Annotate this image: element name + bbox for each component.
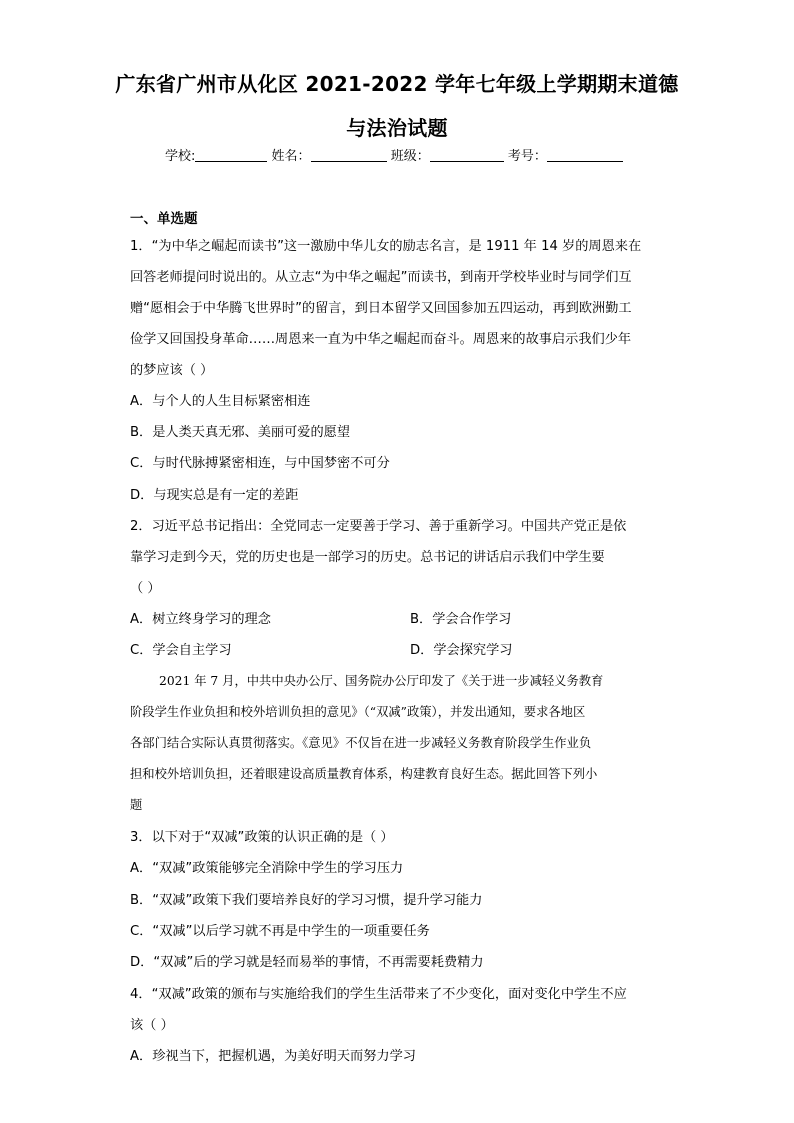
q3-option-b[interactable]: B．“双减”政策下我们要培养良好的学习习惯，提升学习能力	[130, 893, 483, 908]
q1-line-2: 回答老师提问时说出的。从立志“为中华之崛起”而读书，到南开学校毕业时与同学们互	[130, 270, 632, 285]
q1-line-5: 的梦应该（ ）	[130, 363, 214, 378]
material-line-3: 各部门结合实际认真贯彻落实。《意见》不仅旨在进一步减轻义务教育阶段学生作业负	[130, 736, 592, 750]
q3-option-a[interactable]: A．“双减”政策能够完全消除中学生的学习压力	[130, 861, 404, 876]
q2-option-d[interactable]: D．学会探究学习	[410, 643, 513, 658]
q1-line-4: 俭学又回国投身革命……周恩来一直为中华之崛起而奋斗。周恩来的故事启示我们少年	[130, 332, 632, 347]
q4-line-1: 4．“双减”政策的颁布与实施给我们的学生生活带来了不少变化，面对变化中学生不应	[130, 987, 627, 1002]
material-line-2: 阶段学生作业负担和校外培训负担的意见》（“双减”政策），并发出通知，要求各地区	[130, 705, 586, 719]
name-field[interactable]	[311, 147, 387, 162]
q2-line-2: 靠学习走到今天，党的历史也是一部学习的历史。总书记的讲话启示我们中学生要	[130, 550, 605, 565]
q3-option-c[interactable]: C．“双减”以后学习就不再是中学生的一项重要任务	[130, 924, 430, 939]
q4-option-a[interactable]: A．珍视当下，把握机遇，为美好明天而努力学习	[130, 1049, 416, 1064]
q4-line-2: 该（ ）	[130, 1018, 174, 1033]
section-heading: 一、单选题	[130, 211, 198, 227]
q1-line-3: 赠“愿相会于中华腾飞世界时”的留言，到日本留学又回国参加五四运动，再到欧洲勤工	[130, 301, 632, 316]
name-label: 姓名：	[271, 149, 311, 164]
class-label: 班级：	[390, 149, 430, 164]
material-line-5: 题	[130, 798, 143, 812]
exam-number-field[interactable]	[547, 147, 623, 162]
exam-title-line-1: 广东省广州市从化区 2021-2022 学年七年级上学期期末道德	[115, 72, 679, 96]
school-field[interactable]	[195, 147, 267, 162]
material-line-1: 2021 年 7 月，中共中央办公厅、国务院办公厅印发了《关于进一步减轻义务教育	[159, 674, 604, 688]
school-label: 学校:	[165, 149, 196, 164]
q2-option-c[interactable]: C．学会自主学习	[130, 643, 232, 658]
q1-line-1: 1．“为中华之崛起而读书”这一激励中华儿女的励志名言，是 1911 年 14 岁的周恩来在	[130, 239, 642, 254]
student-info-row	[165, 145, 623, 164]
q2-option-a[interactable]: A．树立终身学习的理念	[130, 612, 271, 627]
q2-line-3: （ ）	[130, 581, 161, 596]
exam-title-line-2: 与法治试题	[346, 116, 448, 140]
q3-stem: 3．以下对于“双减”政策的认识正确的是（ ）	[130, 830, 394, 845]
q2-option-b[interactable]: B．学会合作学习	[410, 612, 512, 627]
q1-option-a[interactable]: A．与个人的人生目标紧密相连	[130, 394, 311, 409]
q2-line-1: 2．习近平总书记指出：全党同志一定要善于学习、善于重新学习。中国共产党正是依	[130, 519, 627, 534]
q1-option-b[interactable]: B．是人类天真无邪、美丽可爱的愿望	[130, 425, 351, 440]
q1-option-c[interactable]: C．与时代脉搏紧密相连，与中国梦密不可分	[130, 456, 390, 471]
exam-number-label: 考号：	[507, 149, 547, 164]
q1-option-d[interactable]: D．与现实总是有一定的差距	[130, 488, 299, 503]
material-line-4: 担和校外培训负担，还着眼建设高质量教育体系，构建教育良好生态。据此回答下列小	[130, 767, 598, 781]
q3-option-d[interactable]: D．“双减”后的学习就是轻而易举的事情，不再需要耗费精力	[130, 955, 484, 970]
class-field[interactable]	[430, 147, 504, 162]
